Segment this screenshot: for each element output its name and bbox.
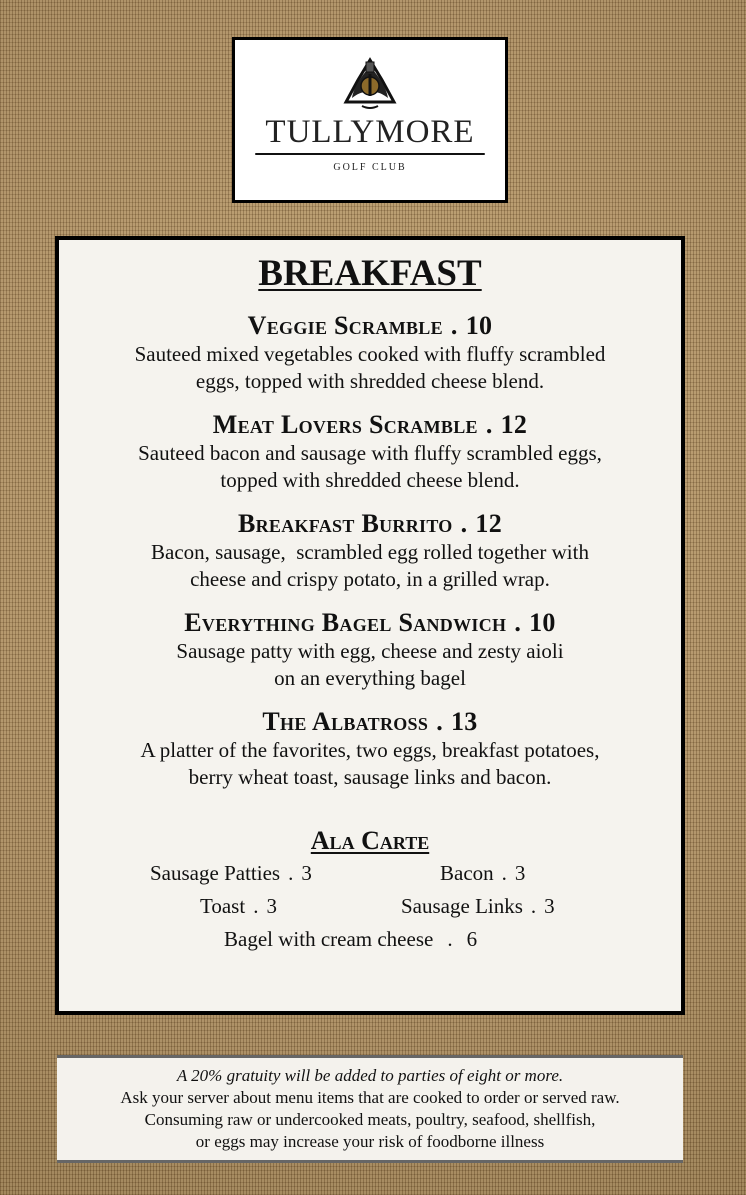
menu-item-heading <box>59 410 681 440</box>
alacarte-item-price: 3 <box>266 894 277 918</box>
price-separator: . <box>514 608 522 637</box>
menu-item <box>59 608 681 692</box>
alacarte-item-price: 3 <box>301 861 312 885</box>
alacarte-item-name: Bacon <box>440 861 494 885</box>
menu-item-name: The Albatross <box>262 707 429 736</box>
alacarte-item <box>150 861 312 886</box>
alacarte-item <box>224 927 477 952</box>
raw-food-note: Ask your server about menu items that are cooked to order or served raw. <box>120 1088 620 1107</box>
menu-item-description: cheese and crispy potato, in a grilled wrap. <box>190 567 550 591</box>
price-separator: . <box>460 509 468 538</box>
menu-item-heading <box>59 311 681 341</box>
price-separator: . <box>288 861 294 885</box>
alacarte-row <box>59 890 681 923</box>
menu-item-price: 12 <box>500 410 528 439</box>
alacarte-item-price: 6 <box>466 927 478 951</box>
alacarte-row <box>59 923 681 956</box>
alacarte-item-name: Bagel with cream cheese <box>224 927 434 951</box>
menu-item-name: Breakfast Burrito <box>237 509 453 538</box>
logo-name: TULLYMORE <box>265 114 475 150</box>
price-separator: . <box>447 927 453 951</box>
alacarte-item-price: 3 <box>544 894 555 918</box>
menu-item-name: Veggie Scramble <box>247 311 443 340</box>
price-separator: . <box>253 894 259 918</box>
alacarte-item <box>200 894 277 919</box>
alacarte-item-name: Sausage Patties <box>150 861 281 885</box>
menu-item-description: topped with shredded cheese blend. <box>220 468 520 492</box>
menu-item <box>59 311 681 395</box>
price-separator: . <box>485 410 493 439</box>
consumption-warning: or eggs may increase your risk of foodborne illness <box>195 1132 545 1151</box>
menu-item-description: Bacon, sausage, scrambled egg rolled together with <box>151 540 589 564</box>
price-separator: . <box>450 311 458 340</box>
menu-item-price: 12 <box>475 509 503 538</box>
alacarte-item-price: 3 <box>514 861 526 885</box>
menu-item-description: on an everything bagel <box>274 666 466 690</box>
menu-item-description: eggs, topped with shredded cheese blend. <box>195 369 545 393</box>
alacarte-title: Ala Carte <box>310 826 430 855</box>
menu-item-description: Sauteed mixed vegetables cooked with fluffy scrambled <box>134 342 606 366</box>
logo-box <box>232 37 508 203</box>
menu-item-description: Sausage patty with egg, cheese and zesty aioli <box>176 639 564 663</box>
alacarte-item <box>440 861 525 886</box>
price-separator: . <box>501 861 507 885</box>
celtic-crest-icon <box>342 56 398 112</box>
menu-item-heading <box>59 608 681 638</box>
logo-subtitle: GOLF CLUB <box>333 162 407 173</box>
price-separator: . <box>436 707 443 736</box>
menu-item-description: Sauteed bacon and sausage with fluffy scrambled eggs, <box>138 441 602 465</box>
gratuity-note: A 20% gratuity will be added to parties of eight or more. <box>176 1066 564 1085</box>
menu-item <box>59 509 681 593</box>
alacarte-item-name: Sausage Links <box>401 894 523 918</box>
menu-item-description: A platter of the favorites, two eggs, breakfast potatoes, <box>140 738 600 762</box>
menu-item-heading <box>59 707 681 737</box>
menu-item-name: Everything Bagel Sandwich <box>184 608 507 637</box>
menu-item-price: 10 <box>465 311 493 340</box>
menu-item-price: 10 <box>529 608 556 637</box>
menu-item-name: Meat Lovers Scramble <box>212 410 478 439</box>
alacarte-item <box>401 894 555 919</box>
logo-underline <box>255 153 485 155</box>
menu-item-price: 13 <box>451 707 478 736</box>
menu-item <box>59 707 681 791</box>
menu-item-heading <box>59 509 681 539</box>
alacarte-row <box>59 857 681 890</box>
price-separator: . <box>530 894 537 918</box>
alacarte-item-name: Toast <box>200 894 246 918</box>
menu-item-description: berry wheat toast, sausage links and bacon. <box>188 765 552 789</box>
menu-title: BREAKFAST <box>258 253 482 294</box>
menu-item <box>59 410 681 494</box>
gratuity-notice <box>57 1055 683 1163</box>
consumption-warning: Consuming raw or undercooked meats, poultry, seafood, shellfish, <box>144 1110 596 1129</box>
menu-card <box>55 236 685 1015</box>
